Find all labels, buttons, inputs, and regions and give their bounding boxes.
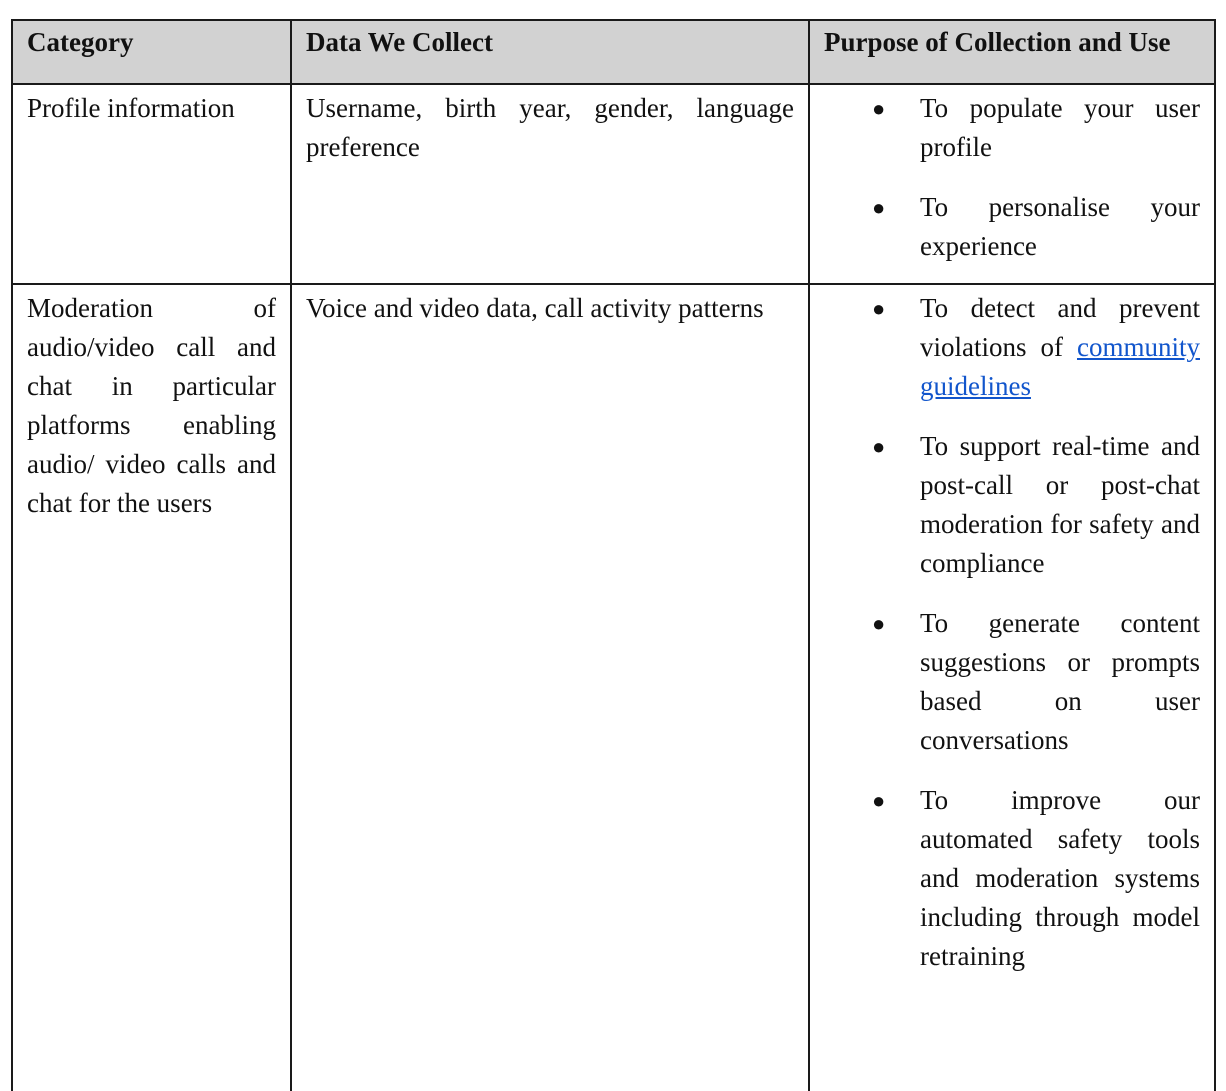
purpose-cell [809, 84, 1215, 284]
bullet-icon: ● [872, 788, 886, 813]
category-cell: Moderation of audio/video call and chat in particular platforms enabling audio/ video calls and chat for the users [12, 284, 291, 1091]
purpose-item [810, 289, 1200, 406]
category-cell: Profile information [12, 84, 291, 284]
purpose-text: To detect and prevent violations of [920, 293, 1200, 362]
bullet-icon: ● [872, 195, 886, 220]
purpose-text: To improve our automated safety tools and moderation systems including through model retraining [920, 785, 1200, 971]
community-guidelines-link[interactable]: community guidelines [920, 332, 1200, 401]
purpose-item [810, 781, 1200, 976]
column-header-purpose: Purpose of Collection and Use [809, 20, 1215, 84]
data-cell: Voice and video data, call activity patterns [291, 284, 809, 1091]
bullet-icon: ● [872, 434, 886, 459]
purpose-list [810, 89, 1200, 266]
purpose-text: To support real-time and post-call or post-chat moderation for safety and compliance [920, 431, 1200, 578]
table-header-row [12, 20, 1215, 84]
table-row [12, 84, 1215, 284]
table-row [12, 284, 1215, 1091]
purpose-cell [809, 284, 1215, 1091]
column-header-category: Category [12, 20, 291, 84]
purpose-text: To populate your user profile [920, 93, 1200, 162]
bullet-icon: ● [872, 96, 886, 121]
purpose-item [810, 89, 1200, 167]
purpose-text: To generate content suggestions or prompts based on user conversations [920, 608, 1200, 755]
bullet-icon: ● [872, 296, 886, 321]
purpose-item [810, 427, 1200, 583]
purpose-item [810, 604, 1200, 760]
bullet-icon: ● [872, 611, 886, 636]
data-cell: Username, birth year, gender, language preference [291, 84, 809, 284]
column-header-data: Data We Collect [291, 20, 809, 84]
purpose-list [810, 289, 1200, 976]
purpose-text: To personalise your experience [920, 192, 1200, 261]
data-collection-table [11, 19, 1216, 1091]
purpose-item [810, 188, 1200, 266]
